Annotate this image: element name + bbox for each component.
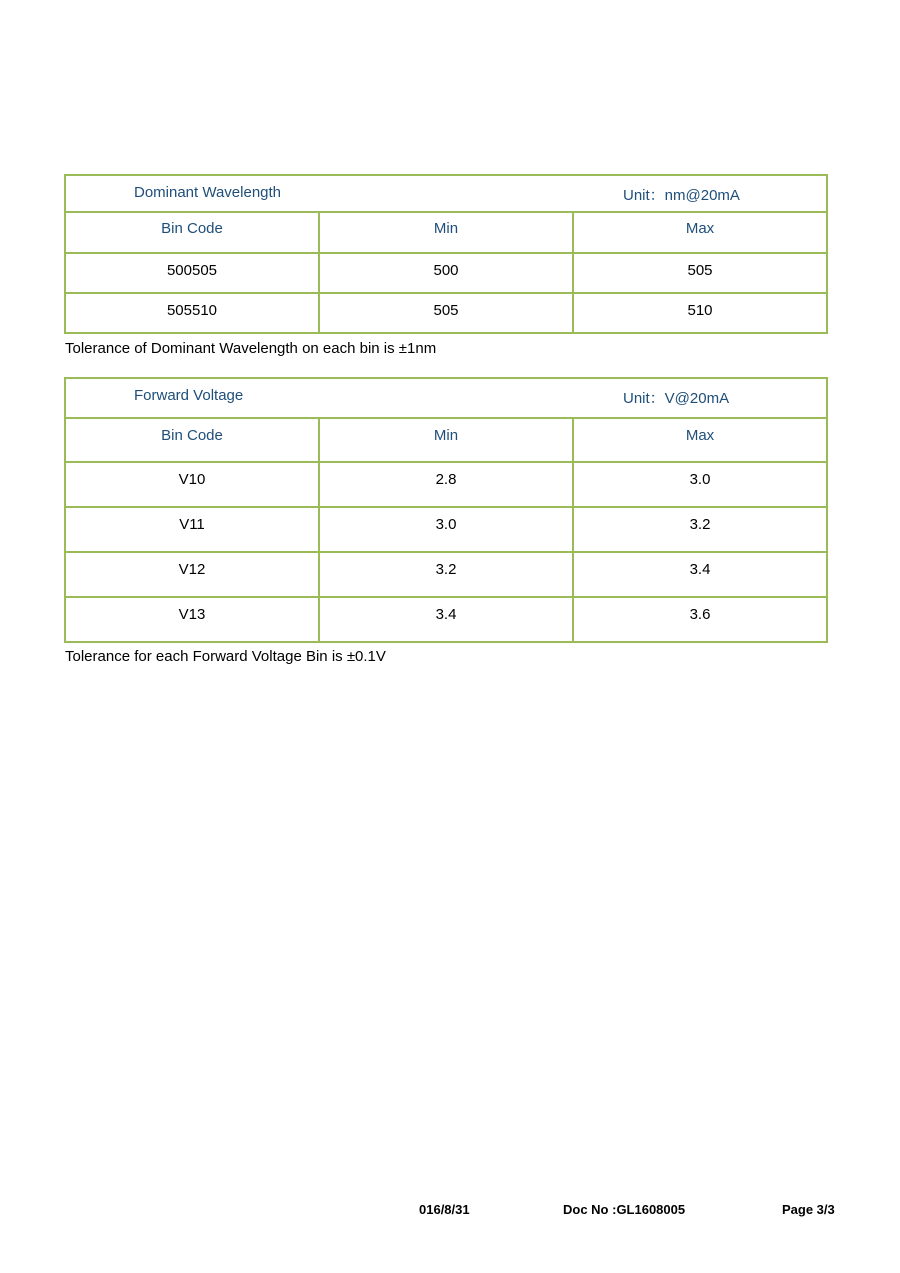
column-header-min (319, 418, 573, 462)
column-header-bin-code (65, 418, 319, 462)
column-header-min (319, 212, 573, 253)
cell-value: 500505 (166, 262, 218, 279)
cell-value: 3.4 (435, 606, 457, 623)
table-title: Dominant Wavelength (134, 184, 282, 201)
table-unit: Unit：nm@20mA (623, 187, 740, 204)
table-header-row (65, 212, 827, 253)
column-header-max (573, 418, 827, 462)
footer-page-number: Page 3/3 (782, 1202, 835, 1217)
column-header-bin-code (65, 212, 319, 253)
column-header-max (573, 212, 827, 253)
cell-value: 3.2 (435, 561, 457, 578)
table-row (65, 462, 827, 507)
table-cell-max (573, 253, 827, 293)
wavelength-tolerance-note: Tolerance of Dominant Wavelength on each bin is ±1nm (65, 340, 437, 357)
cell-value: 3.4 (689, 561, 711, 578)
table-title-row (65, 175, 827, 212)
table-header-row (65, 418, 827, 462)
table-row (65, 293, 827, 333)
cell-value: 510 (687, 302, 713, 319)
table-row (65, 507, 827, 552)
table-cell-min (319, 293, 573, 333)
table-cell-bin-code (65, 462, 319, 507)
table-title: Forward Voltage (134, 387, 244, 404)
table-cell-max (573, 507, 827, 552)
cell-value: 505 (687, 262, 713, 279)
voltage-tolerance-note: Tolerance for each Forward Voltage Bin is ±0.1V (65, 648, 386, 665)
column-header-label: Min (433, 427, 459, 444)
cell-value: 505510 (166, 302, 218, 319)
column-header-label: Min (433, 220, 459, 237)
footer-date: 016/8/31 (419, 1202, 470, 1217)
cell-value: V13 (178, 606, 206, 623)
cell-value: V12 (178, 561, 206, 578)
table-cell-min (319, 597, 573, 642)
table-cell-bin-code (65, 597, 319, 642)
table-cell-bin-code (65, 507, 319, 552)
table-cell-max (573, 597, 827, 642)
forward-voltage-table (64, 377, 828, 643)
table-row (65, 597, 827, 642)
column-header-label: Max (685, 220, 715, 237)
cell-value: 500 (433, 262, 459, 279)
table-title-row (65, 378, 827, 418)
table-cell-min (319, 462, 573, 507)
column-header-label: Max (685, 427, 715, 444)
cell-value: 3.2 (689, 516, 711, 533)
cell-value: V10 (178, 471, 206, 488)
table-cell-min (319, 507, 573, 552)
cell-value: 505 (433, 302, 459, 319)
cell-value: V11 (179, 516, 205, 533)
column-header-label: Bin Code (161, 427, 223, 444)
cell-value: 3.6 (689, 606, 711, 623)
table-row (65, 552, 827, 597)
table-cell-max (573, 552, 827, 597)
cell-value: 2.8 (435, 471, 457, 488)
table-title-cell (65, 378, 827, 418)
column-header-label: Bin Code (161, 220, 223, 237)
table-title-cell (65, 175, 827, 212)
table-cell-bin-code (65, 293, 319, 333)
cell-value: 3.0 (435, 516, 457, 533)
cell-value: 3.0 (689, 471, 711, 488)
table-cell-max (573, 293, 827, 333)
table-row (65, 253, 827, 293)
table-cell-bin-code (65, 552, 319, 597)
table-cell-min (319, 552, 573, 597)
dominant-wavelength-table (64, 174, 828, 334)
table-unit: Unit：V@20mA (623, 390, 730, 407)
table-cell-min (319, 253, 573, 293)
table-cell-max (573, 462, 827, 507)
footer-doc-number: Doc No :GL1608005 (563, 1202, 686, 1217)
table-cell-bin-code (65, 253, 319, 293)
